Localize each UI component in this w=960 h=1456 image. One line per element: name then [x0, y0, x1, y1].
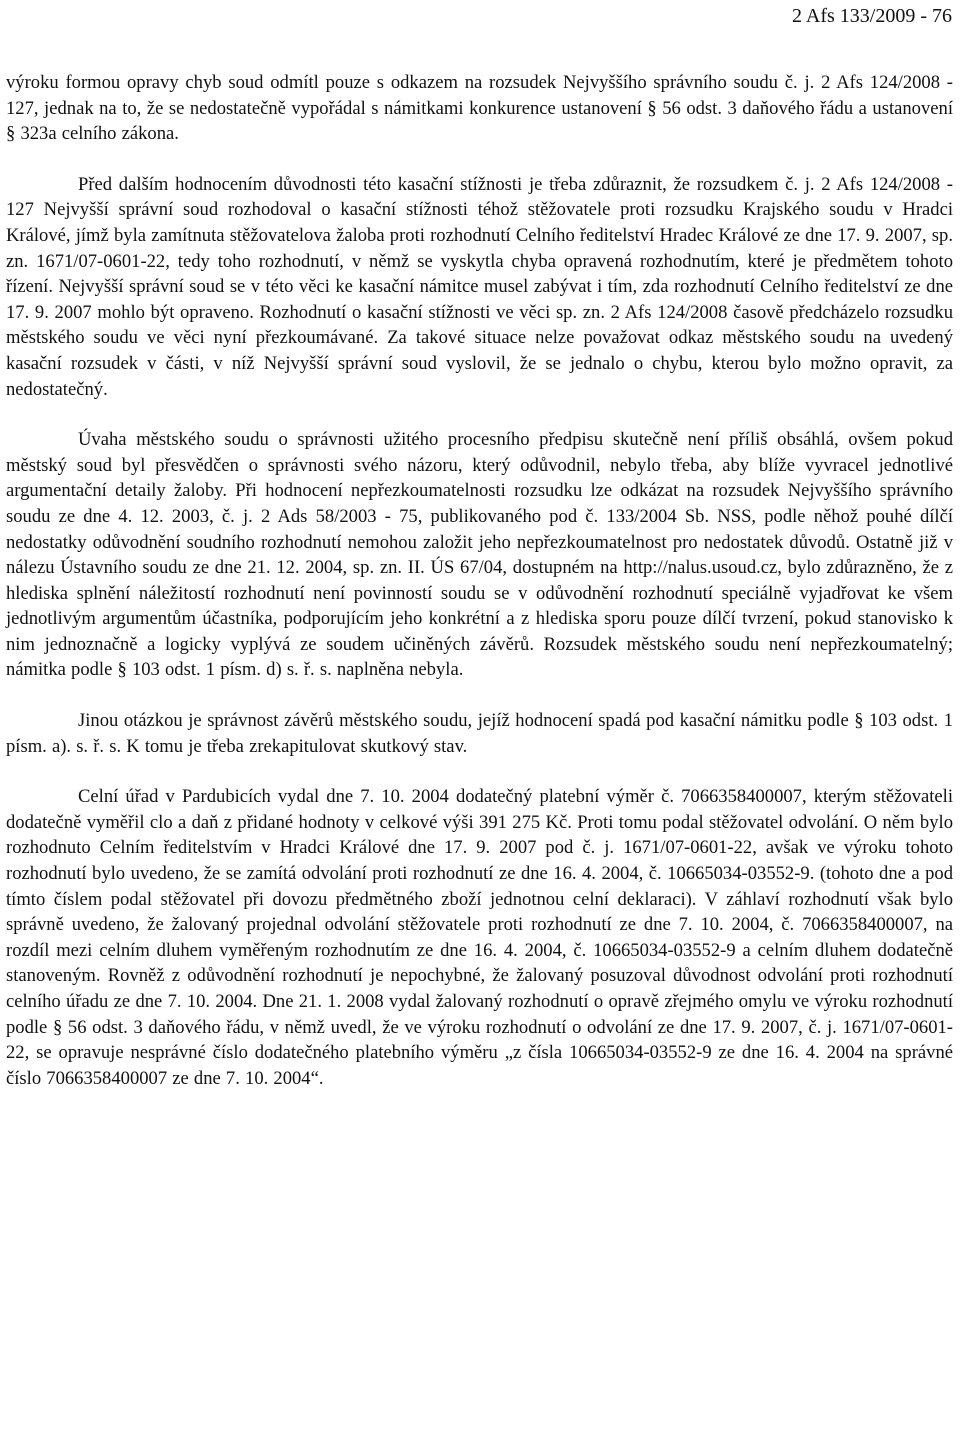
paragraph-prior-judgment: Před dalším hodnocením důvodnosti této kasační stížnosti je třeba zdůraznit, že rozsudkem č. j. 2 Afs 124/2008 - 127 Nejvyšší správní soud rozhodoval o kasační stížnosti téhož stěžovatele proti rozsudku Krajského soudu v Hradci Králové, jímž byla zamítnuta stěžovatelova žaloba proti rozhodnutí Celního ředitelství Hradec Králové ze dne 17. 9. 2007, sp. zn. 1671/07-0601-22, tedy toho rozhodnutí, v němž se vyskytla chyba opravená rozhodnutím, které je předmětem tohoto řízení. Nejvyšší správní soud se v této věci ke kasační námitce musel zabývat i tím, zda rozhodnutí Celního ředitelství ze dne 17. 9. 2007 mohlo být opraveno. Rozhodnutí o kasační stížnosti ve věci sp. zn. 2 Afs 124/2008 časově předcházelo rozsudku městského soudu ve věci nyní přezkoumávané. Za takové situace nelze považovat odkaz městského soudu na uvedený kasační rozsudek v části, v níž Nejvyšší správní soud vyslovil, že se jednalo o chybu, kterou bylo možno opravit, za nedostatečný.	[6, 173, 953, 400]
paragraph-reviewability: Úvaha městského soudu o správnosti užitého procesního předpisu skutečně není příliš obsáhlá, ovšem pokud městský soud byl přesvědčen o správnosti svého názoru, který odůvodnil, nebylo třeba, aby blíže vyvracel jednotlivé argumentační detaily žaloby. Při hodnocení nepřezkoumatelnosti rozsudku lze odkázat na rozsudek Nejvyššího správního soudu ze dne 4. 12. 2003, č. j. 2 Ads 58/2003 - 75, publikovaného pod č. 133/2004 Sb. NSS, podle něhož pouhé dílčí nedostatky odůvodnění soudního rozhodnutí nemohou založit jeho nepřezkoumatelnost pro nedostatek důvodů. Ostatně již v nálezu Ústavního soudu ze dne 21. 12. 2004, sp. zn. II. ÚS 67/04, dostupném na http://nalus.usoud.cz, bylo zdůrazněno, že z hlediska splnění náležitostí rozhodnutí není povinností soudu se v odůvodnění rozhodnutí speciálně vyjadřovat ke všem jednotlivým argumentům účastníka, podporujícím jeho konkrétní a z hlediska sporu pouze dílčí tvrzení, pokud stanovisko k nim jednoznačně a logicky vyplývá ze soudem učiněných závěrů. Rozsudek městského soudu není nepřezkoumatelný; námitka podle § 103 odst. 1 písm. d) s. ř. s. naplněna nebyla.	[6, 429, 953, 681]
document-body	[6, 70, 953, 1091]
paragraph-continuation: výroku formou opravy chyb soud odmítl pouze s odkazem na rozsudek Nejvyššího správního soudu č. j. 2 Afs 124/2008 - 127, jednak na to, že se nedostatečně vypořádal s námitkami konkurence ustanovení § 56 odst. 3 daňového řádu a ustanovení § 323a celního zákona.	[6, 72, 953, 145]
paragraph-facts: Celní úřad v Pardubicích vydal dne 7. 10. 2004 dodatečný platební výměr č. 7066358400007, kterým stěžovateli dodatečně vyměřil clo a daň z přidané hodnoty v celkové výši 391 275 Kč. Proti tomu podal stěžovatel odvolání. O něm bylo rozhodnuto Celním ředitelstvím v Hradci Králové dne 17. 9. 2007 pod č. j. 1671/07-0601-22, avšak ve výroku tohoto rozhodnutí bylo uvedeno, že se zamítá odvolání proti rozhodnutí ze dne 16. 4. 2004, č. 10665034-03552-9. (tohoto dne a pod tímto číslem podal stěžovatel při dovozu předmětného zboží jednotnou celní deklaraci). V záhlaví rozhodnutí však bylo správně uvedeno, že žalovaný projednal odvolání stěžovatele proti rozhodnutí ze dne 7. 10. 2004, č. 7066358400007, na rozdíl mezi celním dluhem vyměřeným rozhodnutím ze dne 16. 4. 2004, č. 10665034-03552-9 a celním dluhem dodatečně stanoveným. Rovněž z odůvodnění rozhodnutí je nepochybné, že žalovaný posuzoval důvodnost odvolání proti rozhodnutí celního úřadu ze dne 7. 10. 2004. Dne 21. 1. 2008 vydal žalovaný rozhodnutí o opravě zřejmého omylu ve výroku rozhodnutí podle § 56 odst. 3 daňového řádu, v němž uvedl, že ve výroku rozhodnutí o odvolání ze dne 17. 9. 2007, č. j. 1671/07-0601-22, se opravuje nesprávné číslo dodatečného platebního výměru „z čísla 10665034-03552-9 ze dne 16. 4. 2004 na správné číslo 7066358400007 ze dne 7. 10. 2004“.	[6, 786, 953, 1089]
page-header-case-ref: 2 Afs 133/2009 - 76	[792, 5, 952, 27]
paragraph-correctness-question: Jinou otázkou je správnost závěrů městského soudu, jejíž hodnocení spadá pod kasační námitku podle § 103 odst. 1 písm. a). s. ř. s. K tomu je třeba zrekapitulovat skutkový stav.	[6, 710, 953, 757]
